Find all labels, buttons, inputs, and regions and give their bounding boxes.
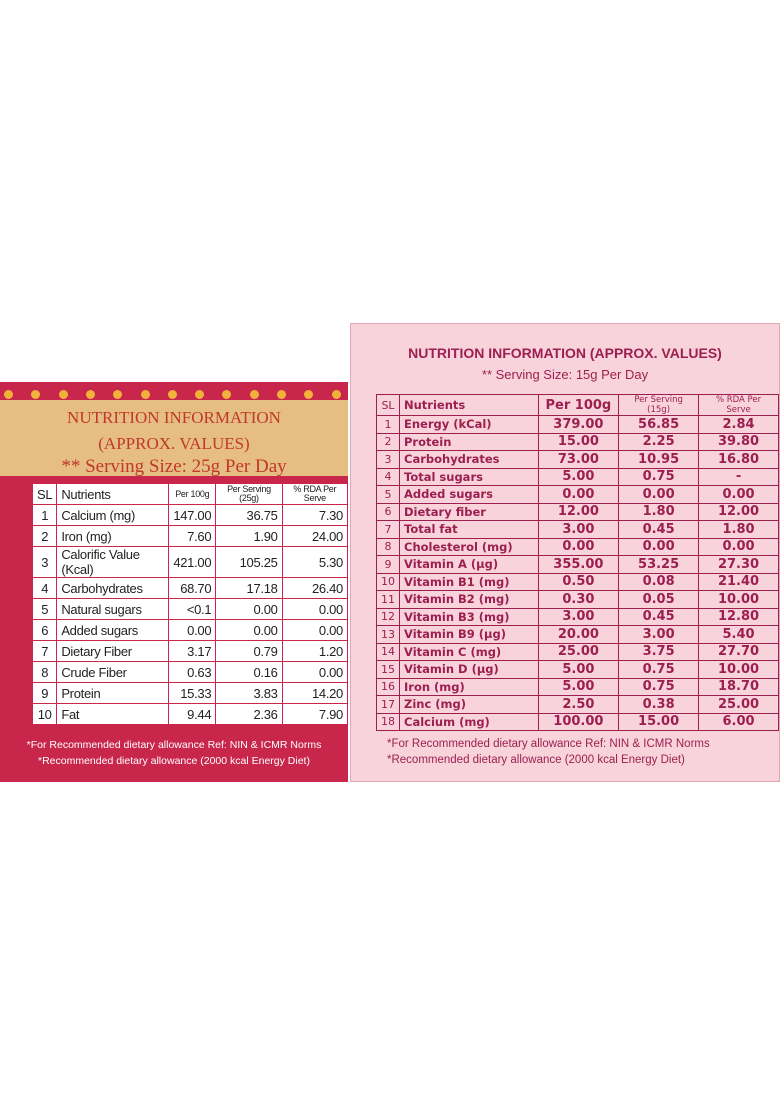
table-row (33, 505, 348, 526)
table-cell: Natural sugars (57, 599, 169, 620)
table-cell: 25.00 (699, 696, 779, 714)
table-cell: 421.00 (169, 547, 216, 578)
dot-icon (195, 390, 204, 399)
table-cell: 3.00 (619, 626, 699, 644)
table-cell: 10.00 (699, 661, 779, 679)
column-header: Per Serving (25g) (216, 484, 282, 505)
table-cell: Dietary fiber (400, 503, 539, 521)
table-cell: 0.00 (619, 538, 699, 556)
left-nutrition-panel (0, 382, 348, 782)
table-cell: 16.80 (699, 451, 779, 469)
table-cell: 3.17 (169, 641, 216, 662)
table-cell: 17 (377, 696, 400, 714)
table-cell: 0.16 (216, 662, 282, 683)
table-cell: 26.40 (282, 578, 347, 599)
left-title-2: (APPROX. VALUES) (98, 434, 250, 453)
table-row (33, 683, 348, 704)
table-cell: 16 (377, 678, 400, 696)
table-cell: 0.00 (538, 486, 619, 504)
table-cell: 1.90 (216, 526, 282, 547)
table-cell: 0.00 (538, 538, 619, 556)
table-cell: 18 (377, 713, 400, 731)
column-header: % RDA Per Serve (699, 395, 779, 416)
table-header-row (377, 395, 779, 416)
dot-icon (86, 390, 95, 399)
table-cell: 2.50 (538, 696, 619, 714)
table-cell: Vitamin B3 (mg) (400, 608, 539, 626)
table-row (33, 641, 348, 662)
table-cell: 6.00 (699, 713, 779, 731)
column-header: SL (33, 484, 57, 505)
table-cell: Carbohydrates (57, 578, 169, 599)
table-cell: Energy (kCal) (400, 416, 539, 434)
table-cell: Iron (mg) (400, 678, 539, 696)
table-cell: 147.00 (169, 505, 216, 526)
table-cell: 0.00 (699, 538, 779, 556)
table-cell: 12.00 (538, 503, 619, 521)
table-cell: 7.60 (169, 526, 216, 547)
table-cell: 15.00 (538, 433, 619, 451)
column-header: Per Serving (15g) (619, 395, 699, 416)
table-cell: 3.00 (538, 608, 619, 626)
table-cell: 10 (377, 573, 400, 591)
table-cell: 0.00 (619, 486, 699, 504)
table-cell: Added sugars (57, 620, 169, 641)
table-cell: 14 (377, 643, 400, 661)
table-cell: Vitamin C (mg) (400, 643, 539, 661)
table-cell: 24.00 (282, 526, 347, 547)
table-cell: 100.00 (538, 713, 619, 731)
table-row (33, 704, 348, 725)
table-cell: 56.85 (619, 416, 699, 434)
table-cell: 25.00 (538, 643, 619, 661)
dot-icon (141, 390, 150, 399)
table-cell: 14.20 (282, 683, 347, 704)
table-row (377, 556, 779, 574)
dot-icon (277, 390, 286, 399)
table-cell: 0.63 (169, 662, 216, 683)
left-nutrition-table (32, 483, 348, 725)
table-row (377, 573, 779, 591)
table-cell: 5 (33, 599, 57, 620)
left-serving-size: ** Serving Size: 25g Per Day (61, 456, 287, 477)
dot-icon (332, 390, 341, 399)
table-cell: Protein (57, 683, 169, 704)
column-header: Per 100g (169, 484, 216, 505)
table-cell: - (699, 468, 779, 486)
right-serving-size: ** Serving Size: 15g Per Day (481, 367, 649, 382)
table-row (377, 713, 779, 731)
table-cell: <0.1 (169, 599, 216, 620)
table-cell: 0.45 (619, 608, 699, 626)
dot-icon (59, 390, 68, 399)
dot-icon (31, 390, 40, 399)
left-footnote-1: *For Recommended dietary allowance Ref: NIN & ICMR Norms (26, 739, 322, 751)
table-row (33, 662, 348, 683)
table-cell: 5.00 (538, 661, 619, 679)
table-row (377, 696, 779, 714)
table-row (377, 468, 779, 486)
table-cell: Fat (57, 704, 169, 725)
table-row (377, 486, 779, 504)
table-cell: 21.40 (699, 573, 779, 591)
table-cell: 7.90 (282, 704, 347, 725)
table-cell: 2.84 (699, 416, 779, 434)
table-cell: 6 (33, 620, 57, 641)
table-row (377, 538, 779, 556)
table-cell: 0.00 (282, 599, 347, 620)
table-row (377, 626, 779, 644)
table-cell: 5.40 (699, 626, 779, 644)
table-cell: 27.70 (699, 643, 779, 661)
table-row (33, 578, 348, 599)
right-footnote-2: *Recommended dietary allowance (2000 kcal Energy Diet) (387, 754, 685, 766)
table-cell: Vitamin D (µg) (400, 661, 539, 679)
table-cell: Total sugars (400, 468, 539, 486)
dot-icon (304, 390, 313, 399)
table-cell: 379.00 (538, 416, 619, 434)
table-cell: 1 (377, 416, 400, 434)
column-header: Per 100g (538, 395, 619, 416)
table-cell: 20.00 (538, 626, 619, 644)
table-row (33, 547, 348, 578)
table-cell: 3.83 (216, 683, 282, 704)
table-cell: 0.50 (538, 573, 619, 591)
table-row (377, 591, 779, 609)
table-cell: 12.00 (699, 503, 779, 521)
dot-icon (168, 390, 177, 399)
table-cell: 0.00 (216, 599, 282, 620)
table-cell: 8 (377, 538, 400, 556)
table-cell: Vitamin B9 (µg) (400, 626, 539, 644)
table-cell: 2.36 (216, 704, 282, 725)
table-cell: 12 (377, 608, 400, 626)
table-cell: Total fat (400, 521, 539, 539)
table-cell: 1.80 (619, 503, 699, 521)
table-cell: 10.00 (699, 591, 779, 609)
dot-icon (222, 390, 231, 399)
table-cell: 355.00 (538, 556, 619, 574)
table-cell: 7 (377, 521, 400, 539)
left-title: NUTRITION INFORMATION (67, 408, 281, 427)
table-cell: 7.30 (282, 505, 347, 526)
table-cell: 3 (33, 547, 57, 578)
table-cell: 6 (377, 503, 400, 521)
table-cell: 36.75 (216, 505, 282, 526)
table-cell: 0.00 (282, 620, 347, 641)
table-cell: 4 (377, 468, 400, 486)
table-cell: Added sugars (400, 486, 539, 504)
table-cell: 15.00 (619, 713, 699, 731)
left-header (0, 400, 348, 476)
table-cell: Protein (400, 433, 539, 451)
column-header: % RDA Per Serve (282, 484, 347, 505)
table-cell: Crude Fiber (57, 662, 169, 683)
table-row (377, 503, 779, 521)
dot-icon (4, 390, 13, 399)
table-cell: 18.70 (699, 678, 779, 696)
table-row (377, 678, 779, 696)
table-cell: 39.80 (699, 433, 779, 451)
table-row (33, 599, 348, 620)
table-row (377, 608, 779, 626)
table-cell: 5 (377, 486, 400, 504)
table-cell: 3.75 (619, 643, 699, 661)
table-header-row (33, 484, 348, 505)
table-cell: 3 (377, 451, 400, 469)
table-row (33, 620, 348, 641)
column-header: SL (377, 395, 400, 416)
table-row (377, 433, 779, 451)
table-row (377, 521, 779, 539)
table-cell: 0.38 (619, 696, 699, 714)
table-cell: 27.30 (699, 556, 779, 574)
table-cell: 2.25 (619, 433, 699, 451)
table-cell: Calorific Value (Kcal) (57, 547, 169, 578)
dot-icon (113, 390, 122, 399)
table-cell: 0.75 (619, 678, 699, 696)
table-cell: Vitamin A (µg) (400, 556, 539, 574)
table-cell: 4 (33, 578, 57, 599)
table-cell: 7 (33, 641, 57, 662)
table-cell: Iron (mg) (57, 526, 169, 547)
table-cell: 5.00 (538, 678, 619, 696)
table-cell: Dietary Fiber (57, 641, 169, 662)
table-cell: 0.45 (619, 521, 699, 539)
right-footnote-1: *For Recommended dietary allowance Ref: NIN & ICMR Norms (387, 738, 710, 750)
table-cell: Calcium (mg) (57, 505, 169, 526)
right-title: NUTRITION INFORMATION (APPROX. VALUES) (408, 345, 722, 361)
column-header: Nutrients (400, 395, 539, 416)
table-cell: 2 (377, 433, 400, 451)
table-row (377, 661, 779, 679)
table-cell: 68.70 (169, 578, 216, 599)
table-cell: 9 (33, 683, 57, 704)
table-cell: 13 (377, 626, 400, 644)
left-footnote-2: *Recommended dietary allowance (2000 kcal Energy Diet) (38, 755, 310, 767)
right-nutrition-table (376, 394, 779, 731)
table-cell: 0.30 (538, 591, 619, 609)
table-row (377, 451, 779, 469)
table-cell: 0.00 (282, 662, 347, 683)
table-cell: Vitamin B2 (mg) (400, 591, 539, 609)
table-cell: 0.75 (619, 468, 699, 486)
table-cell: 9 (377, 556, 400, 574)
table-cell: 5.00 (538, 468, 619, 486)
table-cell: Calcium (mg) (400, 713, 539, 731)
table-cell: 5.30 (282, 547, 347, 578)
table-cell: 53.25 (619, 556, 699, 574)
table-cell: 12.80 (699, 608, 779, 626)
table-cell: 10.95 (619, 451, 699, 469)
table-row (33, 526, 348, 547)
table-cell: 0.05 (619, 591, 699, 609)
table-cell: 15 (377, 661, 400, 679)
table-cell: Carbohydrates (400, 451, 539, 469)
table-cell: 73.00 (538, 451, 619, 469)
table-cell: 17.18 (216, 578, 282, 599)
table-cell: 2 (33, 526, 57, 547)
table-cell: 0.08 (619, 573, 699, 591)
table-cell: 0.79 (216, 641, 282, 662)
table-cell: Vitamin B1 (mg) (400, 573, 539, 591)
table-cell: 1.20 (282, 641, 347, 662)
table-cell: 0.75 (619, 661, 699, 679)
table-row (377, 643, 779, 661)
table-cell: Zinc (mg) (400, 696, 539, 714)
table-cell: 0.00 (169, 620, 216, 641)
decorative-dots (0, 388, 348, 400)
table-cell: 15.33 (169, 683, 216, 704)
table-cell: 8 (33, 662, 57, 683)
table-cell: 9.44 (169, 704, 216, 725)
table-cell: 0.00 (216, 620, 282, 641)
table-row (377, 416, 779, 434)
table-cell: 10 (33, 704, 57, 725)
right-nutrition-panel (350, 323, 780, 782)
table-cell: 1.80 (699, 521, 779, 539)
column-header: Nutrients (57, 484, 169, 505)
table-cell: 105.25 (216, 547, 282, 578)
table-cell: 0.00 (699, 486, 779, 504)
table-cell: Cholesterol (mg) (400, 538, 539, 556)
table-cell: 11 (377, 591, 400, 609)
dot-icon (250, 390, 259, 399)
table-cell: 3.00 (538, 521, 619, 539)
table-cell: 1 (33, 505, 57, 526)
